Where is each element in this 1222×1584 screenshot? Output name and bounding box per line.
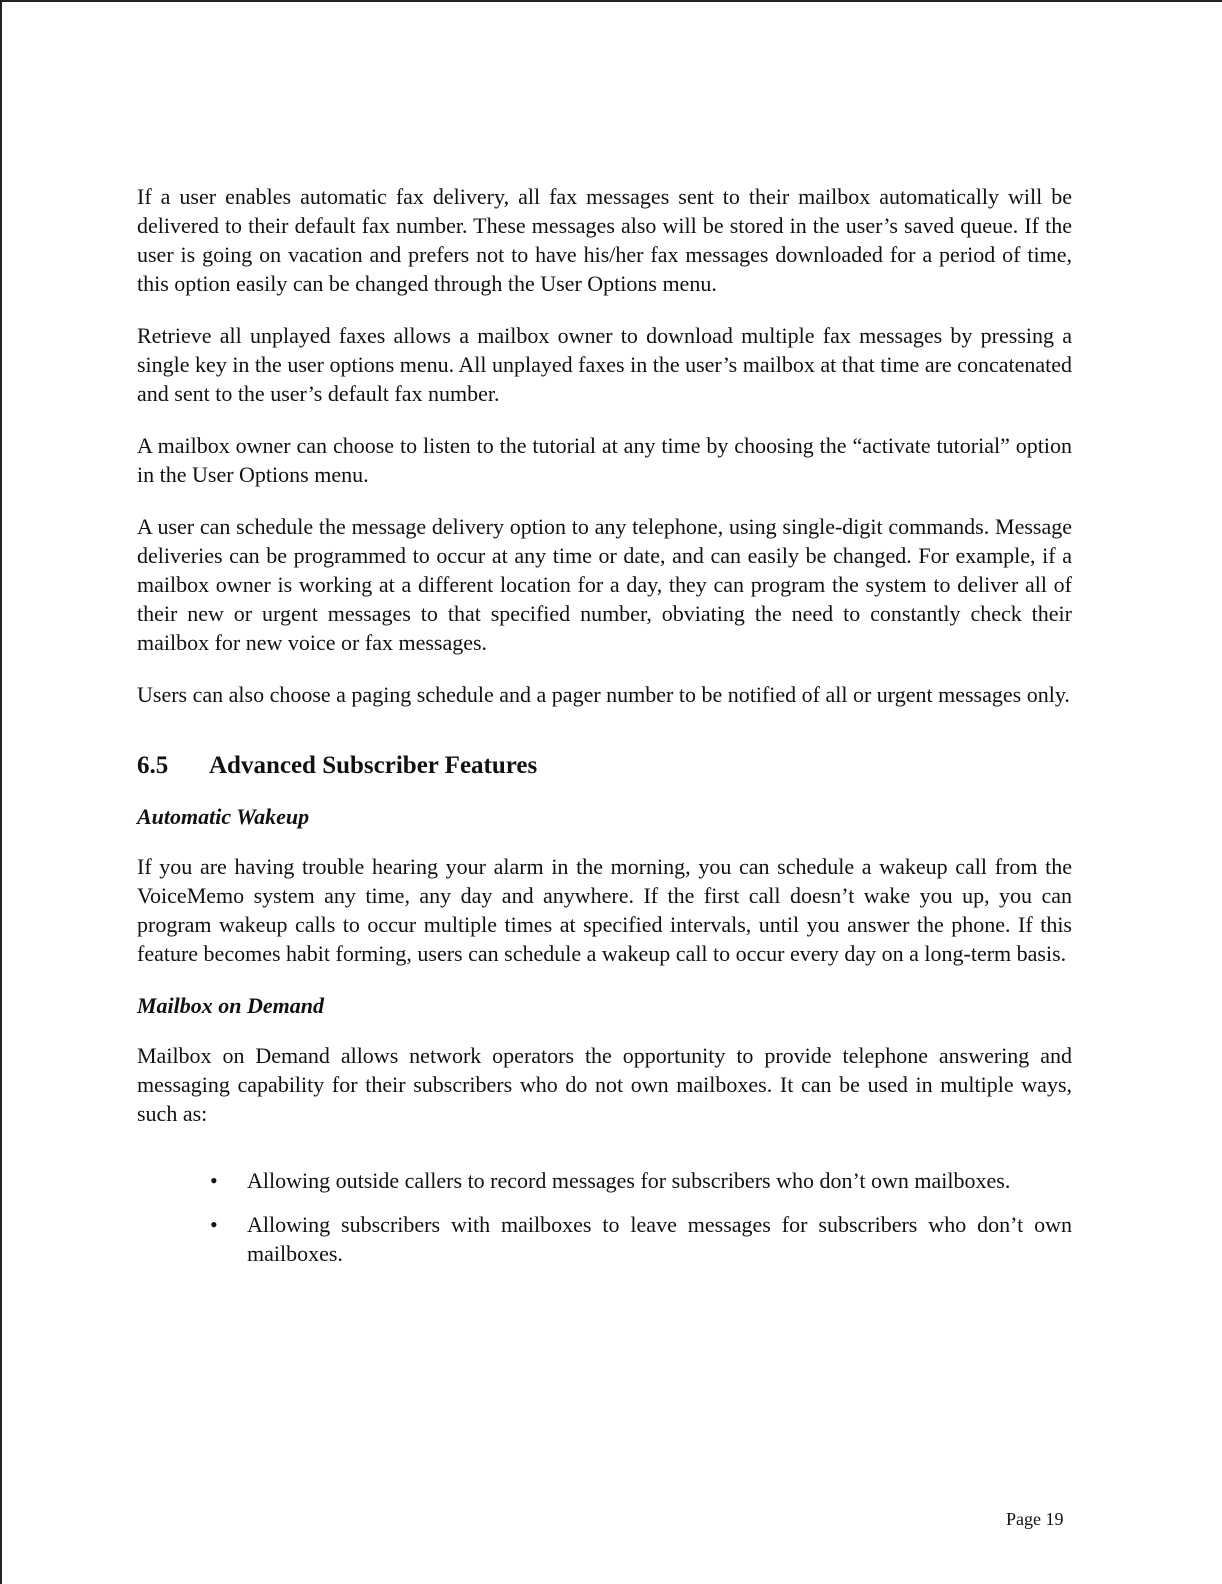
page-content	[137, 182, 1072, 1283]
paragraph-mailbox-on-demand: Mailbox on Demand allows network operators the opportunity to provide telephone answering and messaging capability for their subscribers who do not own mailboxes. It can be used in multiple ways, such as:	[137, 1043, 1072, 1126]
subheading-automatic-wakeup: Automatic Wakeup	[137, 804, 310, 829]
subheading-mailbox-on-demand: Mailbox on Demand	[137, 993, 325, 1018]
paragraph-message-delivery: A user can schedule the message delivery option to any telephone, using single-digit commands. Message deliveries can be programmed to occur at any time or date, and can easily be changed. For example, if a mailbox owner is working at a different location for a day, they can program the system to deliver all of their new or urgent messages to that specified number, obviating the need to constantly check their mailbox for new voice or fax messages.	[137, 514, 1072, 655]
paragraph-automatic-fax-delivery: If a user enables automatic fax delivery, all fax messages sent to their mailbox automatically will be delivered to their default fax number. These messages also will be stored in the user’s saved queue. If the user is going on vacation and prefers not to have his/her fax messages downloaded for a period of time, this option easily can be changed through the User Options menu.	[137, 184, 1072, 296]
paragraph-paging-schedule: Users can also choose a paging schedule and a pager number to be notified of all or urgent messages only.	[137, 682, 1070, 707]
bullet-list	[137, 1166, 1072, 1268]
section-title: Advanced Subscriber Features	[209, 752, 538, 779]
list-item	[137, 1210, 1072, 1268]
section-heading	[137, 750, 1072, 782]
list-item-text: Allowing outside callers to record messages for subscribers who don’t own mailboxes.	[247, 1168, 1011, 1193]
paragraph-retrieve-unplayed-faxes: Retrieve all unplayed faxes allows a mailbox owner to download multiple fax messages by pressing a single key in the user options menu. All unplayed faxes in the user’s mailbox at that time are concatenated and sent to the user’s default fax number.	[137, 323, 1072, 406]
bullet-icon: •	[210, 1212, 218, 1237]
list-item	[137, 1166, 1072, 1195]
paragraph-tutorial: A mailbox owner can choose to listen to the tutorial at any time by choosing the “activate tutorial” option in the User Options menu.	[137, 433, 1072, 487]
paragraph-automatic-wakeup: If you are having trouble hearing your alarm in the morning, you can schedule a wakeup call from the VoiceMemo system any time, any day and anywhere. If the first call doesn’t wake you up, you can program wakeup calls to occur multiple times at specified intervals, until you answer the phone. If this feature becomes habit forming, users can schedule a wakeup call to occur every day on a long-term basis.	[137, 854, 1072, 966]
section-number: 6.5	[137, 752, 169, 779]
page-number: Page 19	[1006, 1509, 1064, 1529]
list-item-text: Allowing subscribers with mailboxes to leave messages for subscribers who don’t own mailboxes.	[247, 1212, 1072, 1266]
bullet-icon: •	[210, 1168, 218, 1193]
